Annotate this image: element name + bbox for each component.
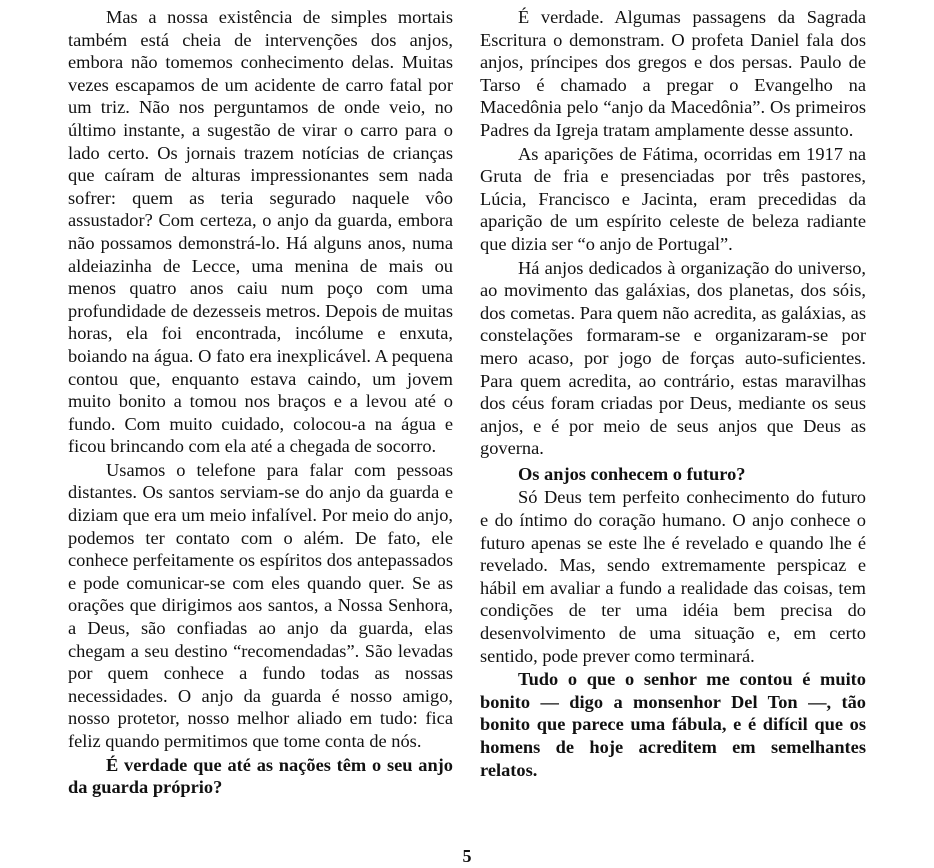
question-paragraph: É verdade que até as nações têm o seu anjo da guarda próprio? — [68, 754, 453, 798]
right-column — [480, 6, 866, 781]
section-heading: Os anjos conhecem o futuro? — [518, 463, 746, 484]
paragraph: Usamos o telefone para falar com pessoas distantes. Os santos serviam-se do anjo da guarda e diziam que era um meio infalível. Por meio do anjo, podemos ter contato com o além. De fato, ele conhece perfeitamente os espíritos dos antepassados e pode comunicar-se com eles quando quer. Se as orações que dirigimos aos santos, a Nossa Senhora, a Deus, são confiadas ao anjo da guarda, elas chegam a seu destino “recomendadas”. São levadas por quem conhece a fundo todas as nossas necessidades. O anjo da guarda é nosso amigo, nosso protetor, nosso melhor aliado em tudo: fica feliz quando permitimos que tome conta de nós. — [68, 459, 453, 751]
paragraph: Há anjos dedicados à organização do universo, ao movimento das galáxias, dos planetas, dos sóis, dos cometas. Para quem não acredita, as galáxias, as constelações formaram-se e organizaram-se por mero acaso, por jogo de forças auto-suficientes. Para quem acredita, ao contrário, estas maravilhas dos céus foram criadas por Deus, mediante os seus anjos, e é por meio de seus anjos que Deus as governa. — [480, 257, 866, 459]
page-number: 5 — [462, 846, 472, 866]
paragraph: É verdade. Algumas passagens da Sagrada Escritura o demonstram. O profeta Daniel fala dos anjos, príncipes dos gregos e dos persas. Paulo de Tarso é chamado a pregar o Evangelho na Macedônia pelo “anjo da Macedônia”. Os primeiros Padres da Igreja tratam amplamente desse assunto. — [480, 7, 866, 140]
paragraph: Mas a nossa existência de simples mortais também está cheia de intervenções dos anjos, embora não tomemos conhecimento delas. Muitas vezes escapamos de um acidente de carro fatal por um triz. Não nos perguntamos de onde veio, no último instante, a sugestão de virar o carro para o lado certo. Os jornais trazem notícias de crianças que caíram de alturas impressionantes sem nada sofrer: quem as teria segurado naquele vôo assustador? Com certeza, o anjo da guarda, embora não possamos demonstrá-lo. Há alguns anos, numa aldeiazinha de Lecce, uma menina de mais ou menos quatro anos caiu num poço com uma profundidade de dezesseis metros. Depois de muitas horas, ela foi encontrada, incólume e enxuta, boiando na água. O fato era inexplicável. A pequena contou que, enquanto estava caindo, um jovem muito bonito a tomou nos braços e a levou até o fundo. Com muito cuidado, colocou-a na água e ficou brincando com ela até a chegada de socorro. — [68, 7, 453, 457]
paragraph: As aparições de Fátima, ocorridas em 1917 na Gruta de fria e presenciadas por três pastores, Lúcia, Francisco e Jacinta, eram precedidas da aparição de um espírito celeste de beleza radiante que dizia ser “o anjo de Portugal”. — [480, 143, 866, 254]
left-column — [68, 6, 453, 799]
question-paragraph: Tudo o que o senhor me contou é muito bonito — digo a monsenhor Del Ton —, tão bonito que parece uma fábula, e é difícil que os homens de hoje acreditem em semelhantes relatos. — [480, 669, 866, 780]
paragraph: Só Deus tem perfeito conhecimento do futuro e do íntimo do coração humano. O anjo conhece o futuro apenas se este lhe é revelado e quando lhe é revelado. Mas, sendo extremamente perspicaz e hábil em avaliar a fundo a realidade das coisas, tem condições de ter uma idéia bem precisa do desenvolvimento de uma situação e, em certo sentido, pode prever como terminará. — [480, 487, 866, 666]
